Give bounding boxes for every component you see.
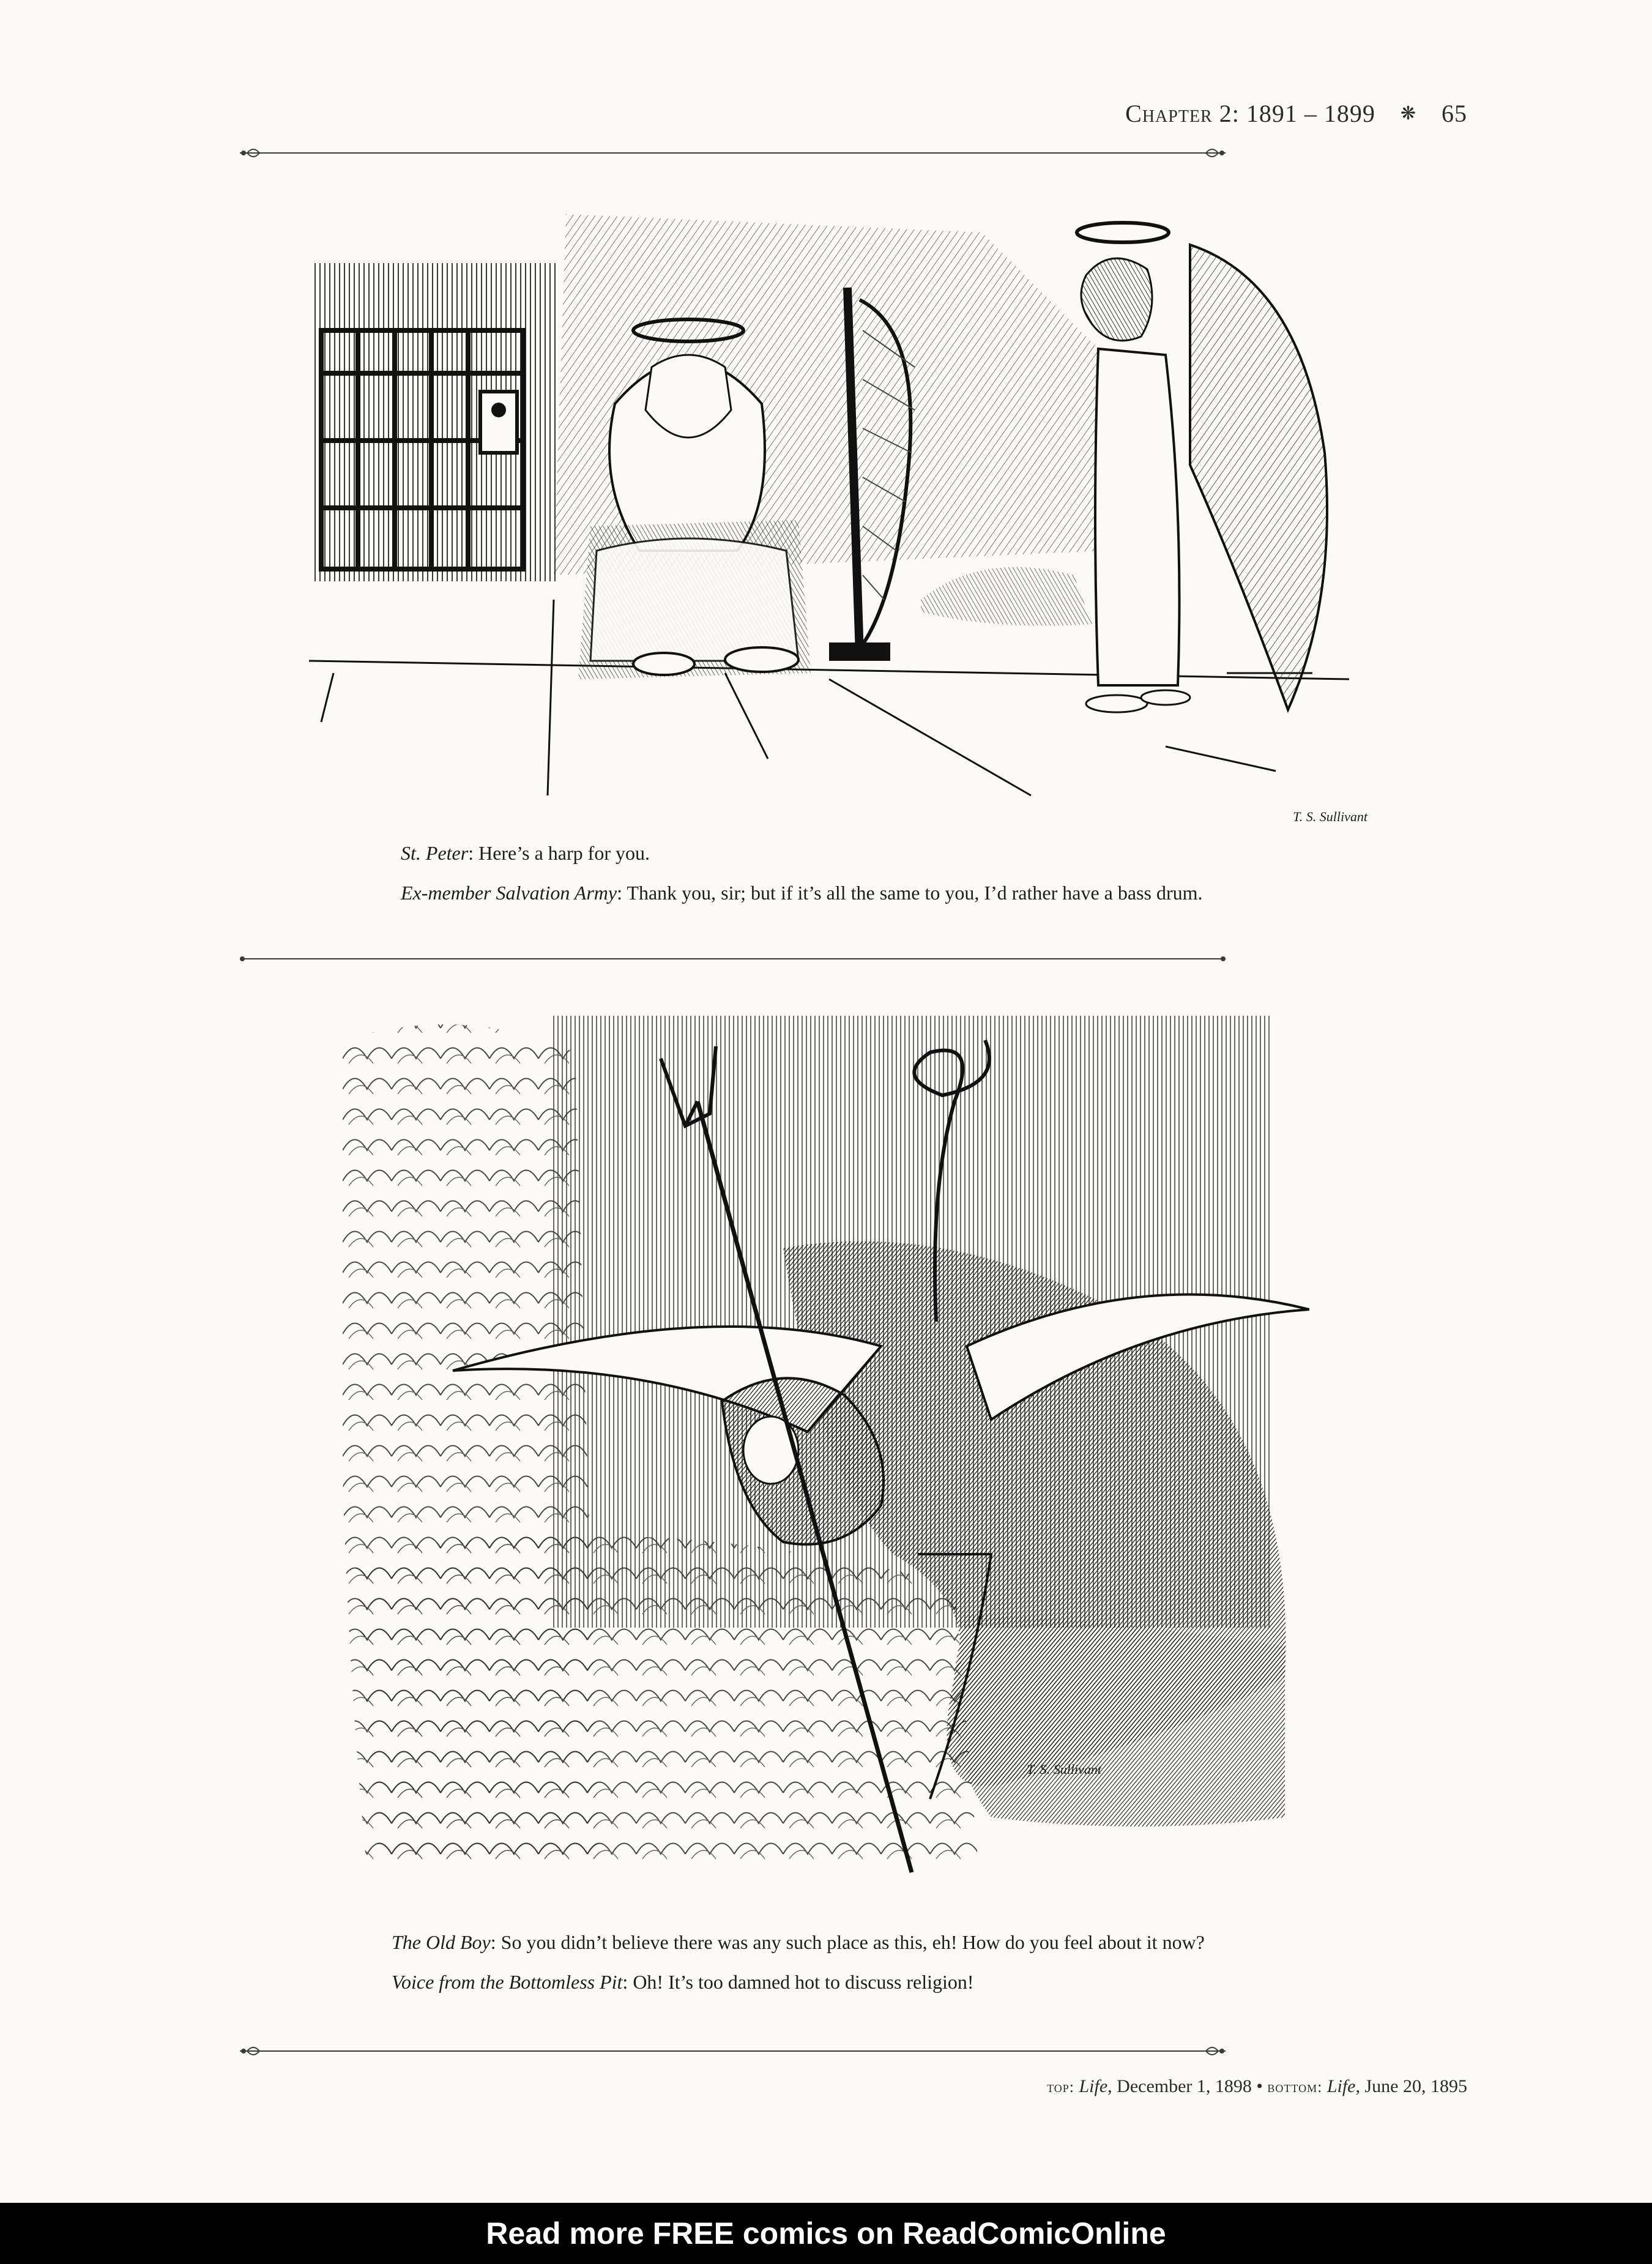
bottom-caption-line2 [392,1970,974,1994]
credit-bottom-label: bottom: [1267,2078,1323,2096]
credit-top-label: top: [1047,2078,1074,2096]
page-number: 65 [1442,100,1467,127]
bottom-caption-text2: : Oh! It’s too damned hot to discuss religion! [622,1971,974,1993]
credit-top-date: , December 1, 1898 • [1107,2076,1268,2096]
rule-flourish-left-icon [240,146,270,160]
credit-top-source: Life [1079,2076,1108,2096]
devil-bottomless-pit-illustration-icon [343,1004,1309,1879]
chapter-title: Chapter 2: 1891 – 1899 [1125,100,1375,127]
top-caption-text1: : Here’s a harp for you. [468,842,650,864]
ornament-icon: ❋ [1400,103,1416,124]
st-peter-harp-illustration-icon [309,208,1386,832]
top-signature: T. S. Sullivant [1293,809,1367,824]
bottom-caption-line1 [392,1931,1205,1954]
bottom-caption-speaker1: The Old Boy [392,1931,491,1953]
top-caption-text2: : Thank you, sir; but if it’s all the same to you, I’d rather have a bass drum. [617,882,1203,904]
top-caption-speaker2: Ex-member Salvation Army [401,882,617,904]
credit-bottom-date: , June 20, 1895 [1355,2076,1467,2096]
credit-bottom-source: Life [1326,2076,1356,2096]
source-credit [1047,2076,1467,2097]
top-caption-line1 [401,841,650,865]
bottom-caption-text1: : So you didn’t believe there was any such place as this, eh! How do you feel about it now? [490,1931,1205,1953]
bottom-signature: T. S. Sullivant [1027,1762,1101,1777]
running-header [1125,99,1467,128]
rule-flourish-right-icon [1195,146,1226,160]
bottom-illustration [343,1004,1309,1879]
rule-flourish-left-icon [240,2044,270,2058]
top-illustration [309,208,1386,832]
top-caption-speaker1: St. Peter [401,842,469,864]
rule-flourish-right-icon [1195,2044,1226,2058]
bottom-caption-speaker2: Voice from the Bottomless Pit [392,1971,623,1993]
promo-banner-link[interactable]: Read more FREE comics on ReadComicOnline [0,2203,1652,2264]
top-caption-line2 [401,881,1203,904]
